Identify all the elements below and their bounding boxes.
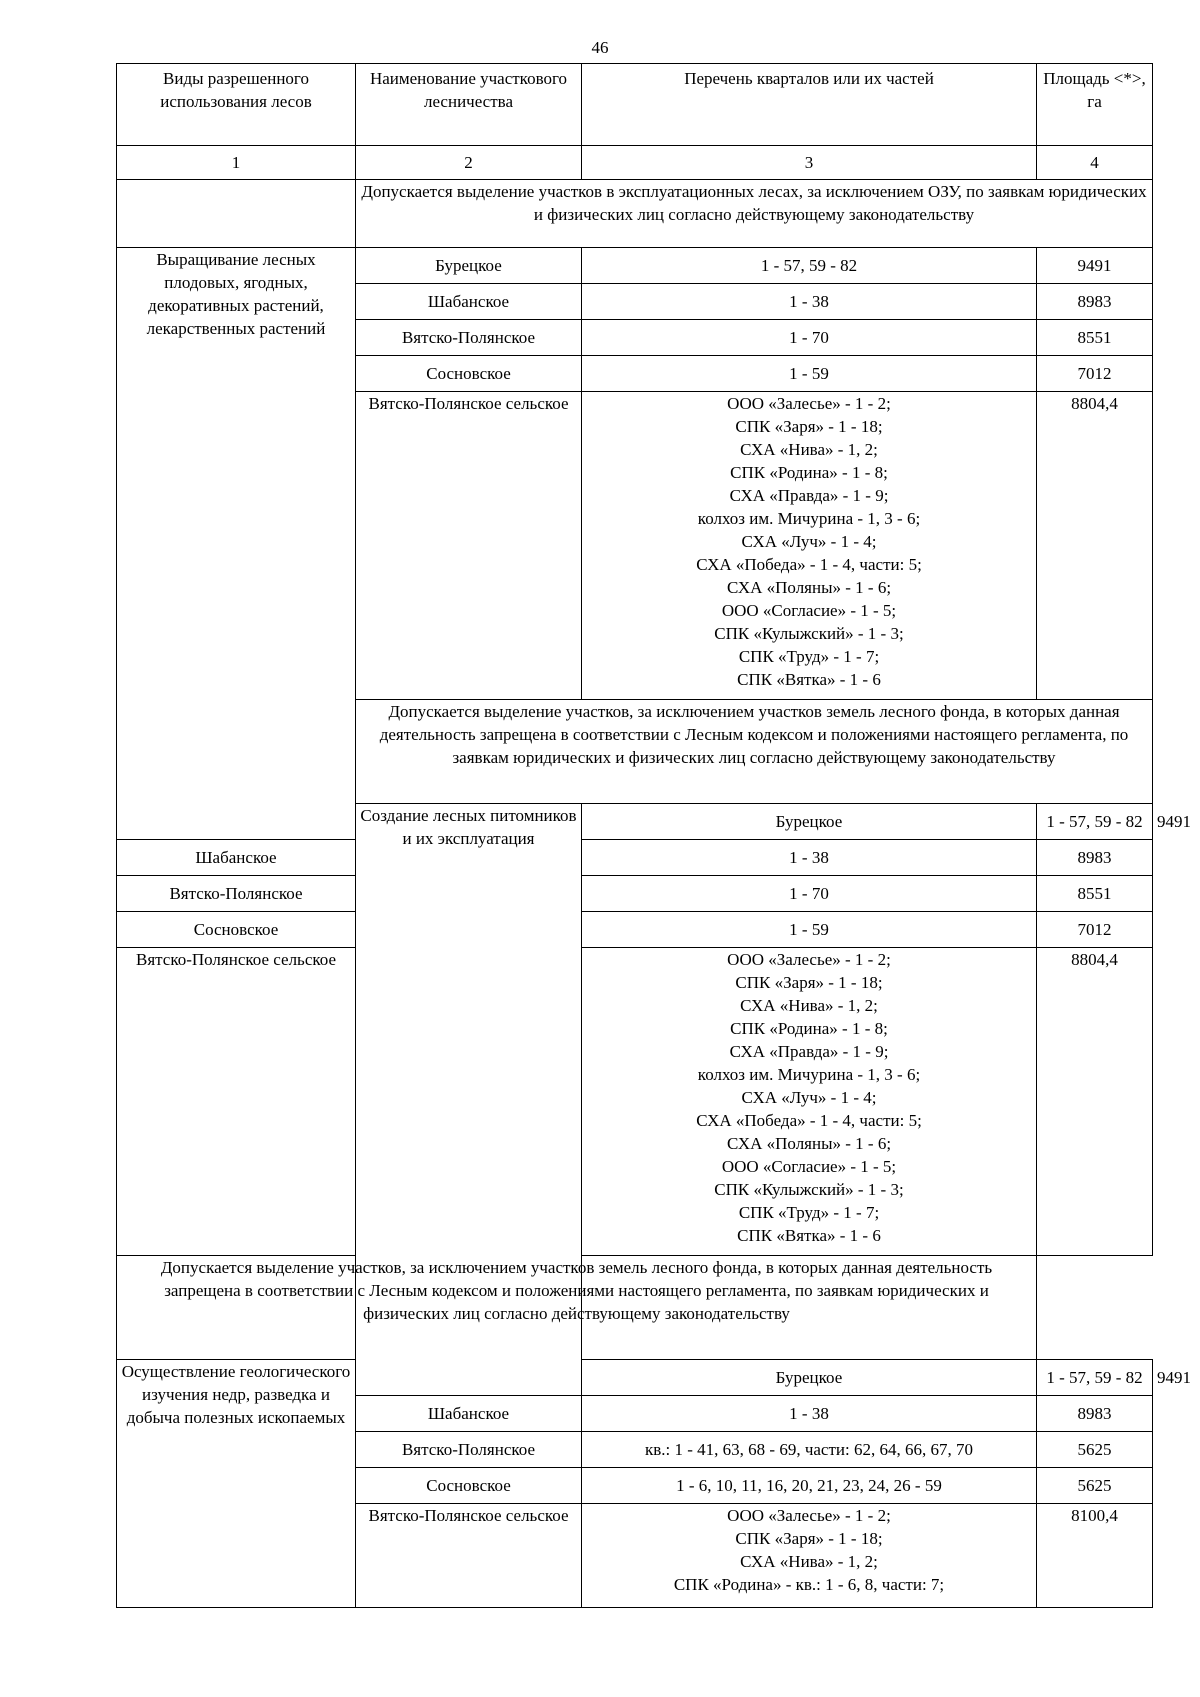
column-number: 2 bbox=[356, 146, 582, 180]
quarter-line: колхоз им. Мичурина - 1, 3 - 6; bbox=[697, 509, 921, 528]
intro-note-row bbox=[117, 180, 1153, 248]
area-value: 8551 bbox=[1037, 876, 1153, 912]
quarter-line: СПК «Заря» - 1 - 18; bbox=[735, 417, 883, 436]
header-row bbox=[117, 64, 1153, 146]
quarters-list: 1 - 57, 59 - 82 bbox=[1037, 804, 1153, 840]
quarter-line: СХА «Победа» - 1 - 4, части: 5; bbox=[696, 1111, 922, 1130]
quarter-line: СПК «Вятка» - 1 - 6 bbox=[737, 1226, 881, 1245]
forestry-name: Сосновское bbox=[356, 356, 582, 392]
forestry-name: Вятско-Полянское bbox=[117, 876, 356, 912]
quarters-list: 1 - 59 bbox=[582, 912, 1037, 948]
quarter-line: СХА «Луч» - 1 - 4; bbox=[741, 532, 877, 551]
intro-note: Допускается выделение участков в эксплуатационных лесах, за исключением ОЗУ, по заявкам юридических и физических лиц согласно действующему законодательству bbox=[356, 180, 1153, 248]
empty-cell bbox=[117, 180, 356, 248]
forestry-name: Шабанское bbox=[117, 840, 356, 876]
note-row bbox=[117, 1256, 1153, 1360]
quarter-line: СХА «Правда» - 1 - 9; bbox=[729, 1042, 889, 1061]
area-value: 5625 bbox=[1037, 1432, 1153, 1468]
quarter-line: ООО «Залесье» - 1 - 2; bbox=[727, 1506, 891, 1525]
use-kind-cell: Осуществление геологического изучения недр, разведка и добыча полезных ископаемых bbox=[117, 1360, 356, 1608]
area-value: 8551 bbox=[1037, 320, 1153, 356]
quarter-line: СПК «Родина» - кв.: 1 - 6, 8, части: 7; bbox=[673, 1575, 945, 1594]
quarters-list: 1 - 57, 59 - 82 bbox=[1037, 1360, 1153, 1396]
quarter-line: СХА «Победа» - 1 - 4, части: 5; bbox=[696, 555, 922, 574]
column-number-row bbox=[117, 146, 1153, 180]
forestry-name: Сосновское bbox=[117, 912, 356, 948]
table-row bbox=[117, 840, 1153, 876]
forestry-name: Вятско-Полянское сельское bbox=[356, 1504, 582, 1608]
forestry-name: Вятско-Полянское сельское bbox=[356, 392, 582, 700]
quarter-line: СХА «Поляны» - 1 - 6; bbox=[726, 1134, 892, 1153]
quarter-line: СПК «Кулыжский» - 1 - 3; bbox=[714, 1180, 904, 1199]
area-value: 8983 bbox=[1037, 284, 1153, 320]
table-row bbox=[117, 248, 1153, 284]
column-number: 4 bbox=[1037, 146, 1153, 180]
page-number: 46 bbox=[591, 38, 609, 57]
quarter-line: ООО «Согласие» - 1 - 5; bbox=[721, 1157, 897, 1176]
quarter-line: СХА «Правда» - 1 - 9; bbox=[729, 486, 889, 505]
quarters-list: 1 - 38 bbox=[582, 840, 1037, 876]
table-row-rural bbox=[117, 948, 1153, 1256]
area-value: 8100,4 bbox=[1037, 1504, 1153, 1608]
table-row bbox=[117, 912, 1153, 948]
quarters-list: 1 - 6, 10, 11, 16, 20, 21, 23, 24, 26 - 59 bbox=[582, 1468, 1037, 1504]
quarters-list: 1 - 59 bbox=[582, 356, 1037, 392]
header-col-area: Площадь <*>, га bbox=[1037, 64, 1153, 146]
quarter-line: СПК «Труд» - 1 - 7; bbox=[738, 647, 880, 666]
quarter-line: СХА «Луч» - 1 - 4; bbox=[741, 1088, 877, 1107]
quarters-list: кв.: 1 - 41, 63, 68 - 69, части: 62, 64, 66, 67, 70 bbox=[582, 1432, 1037, 1468]
forestry-name: Вятско-Полянское bbox=[356, 1432, 582, 1468]
quarter-line: СПК «Родина» - 1 - 8; bbox=[730, 1019, 888, 1038]
quarters-list: 1 - 57, 59 - 82 bbox=[582, 248, 1037, 284]
forestry-name: Бурецкое bbox=[582, 804, 1037, 840]
quarter-line: ООО «Согласие» - 1 - 5; bbox=[721, 601, 897, 620]
use-kind-cell: Создание лесных питомников и их эксплуатация bbox=[356, 804, 582, 1396]
quarters-list: 1 - 38 bbox=[582, 1396, 1037, 1432]
column-number: 1 bbox=[117, 146, 356, 180]
quarters-list bbox=[582, 392, 1037, 700]
area-value: 8983 bbox=[1037, 840, 1153, 876]
quarters-list bbox=[582, 1504, 1037, 1608]
quarters-list: 1 - 38 bbox=[582, 284, 1037, 320]
forestry-name: Вятско-Полянское bbox=[356, 320, 582, 356]
quarter-line: СХА «Нива» - 1, 2; bbox=[740, 1552, 878, 1571]
quarters-list bbox=[582, 948, 1037, 1256]
area-value: 8983 bbox=[1037, 1396, 1153, 1432]
area-value: 8804,4 bbox=[1037, 392, 1153, 700]
forestry-name: Бурецкое bbox=[582, 1360, 1037, 1396]
area-value: 8804,4 bbox=[1037, 948, 1153, 1256]
table-row: Создание лесных питомников и их эксплуатация Бурецкое 1 - 57, 59 - 82 9491 bbox=[117, 804, 1153, 840]
quarter-line: СПК «Вятка» - 1 - 6 bbox=[737, 670, 881, 689]
quarter-line: СХА «Поляны» - 1 - 6; bbox=[726, 578, 892, 597]
quarter-line: СПК «Кулыжский» - 1 - 3; bbox=[714, 624, 904, 643]
quarters-list: 1 - 70 bbox=[582, 320, 1037, 356]
quarter-line: СХА «Нива» - 1, 2; bbox=[740, 996, 878, 1015]
forest-use-table bbox=[116, 63, 1191, 1608]
area-value: 9491 bbox=[1037, 248, 1153, 284]
header-col-quarters: Перечень кварталов или их частей bbox=[582, 64, 1037, 146]
use-kind-cell: Выращивание лесных плодовых, ягодных, декоративных растений, лекарственных растений bbox=[117, 248, 356, 840]
area-value: 5625 bbox=[1037, 1468, 1153, 1504]
header-col-forestry: Наименование участкового лесничества bbox=[356, 64, 582, 146]
forestry-name: Шабанское bbox=[356, 1396, 582, 1432]
table-row bbox=[117, 876, 1153, 912]
area-value: 7012 bbox=[1037, 912, 1153, 948]
quarter-line: колхоз им. Мичурина - 1, 3 - 6; bbox=[697, 1065, 921, 1084]
area-value: 7012 bbox=[1037, 356, 1153, 392]
forestry-name: Вятско-Полянское сельское bbox=[117, 948, 356, 1256]
table-row: Осуществление геологического изучения недр, разведка и добыча полезных ископаемых Бурецкое 1 - 57, 59 - 82 9491 bbox=[117, 1360, 1153, 1396]
section-note: Допускается выделение участков, за исключением участков земель лесного фонда, в которых данная деятельность запрещена в соответствии с Лесным кодексом и положениями настоящего регламента, по заявкам юридических и физических лиц согласно действующему законодательству bbox=[356, 700, 1153, 804]
column-number: 3 bbox=[582, 146, 1037, 180]
quarter-line: СПК «Труд» - 1 - 7; bbox=[738, 1203, 880, 1222]
quarter-line: СПК «Заря» - 1 - 18; bbox=[735, 1529, 883, 1548]
quarter-line: СПК «Родина» - 1 - 8; bbox=[730, 463, 888, 482]
quarter-line: СХА «Нива» - 1, 2; bbox=[740, 440, 878, 459]
quarter-line: ООО «Залесье» - 1 - 2; bbox=[727, 950, 891, 969]
header-col-kind: Виды разрешенного использования лесов bbox=[117, 64, 356, 146]
quarter-line: СПК «Заря» - 1 - 18; bbox=[735, 973, 883, 992]
quarter-line: ООО «Залесье» - 1 - 2; bbox=[727, 394, 891, 413]
forestry-name: Сосновское bbox=[356, 1468, 582, 1504]
quarters-list: 1 - 70 bbox=[582, 876, 1037, 912]
forestry-name: Шабанское bbox=[356, 284, 582, 320]
section-note: Допускается выделение участков, за исключением участков земель лесного фонда, в которых данная деятельность запрещена в соответствии с Лесным кодексом и положениями настоящего регламента, по заявкам юридических и физических лиц согласно действующему законодательству bbox=[117, 1256, 1037, 1360]
forestry-name: Бурецкое bbox=[356, 248, 582, 284]
